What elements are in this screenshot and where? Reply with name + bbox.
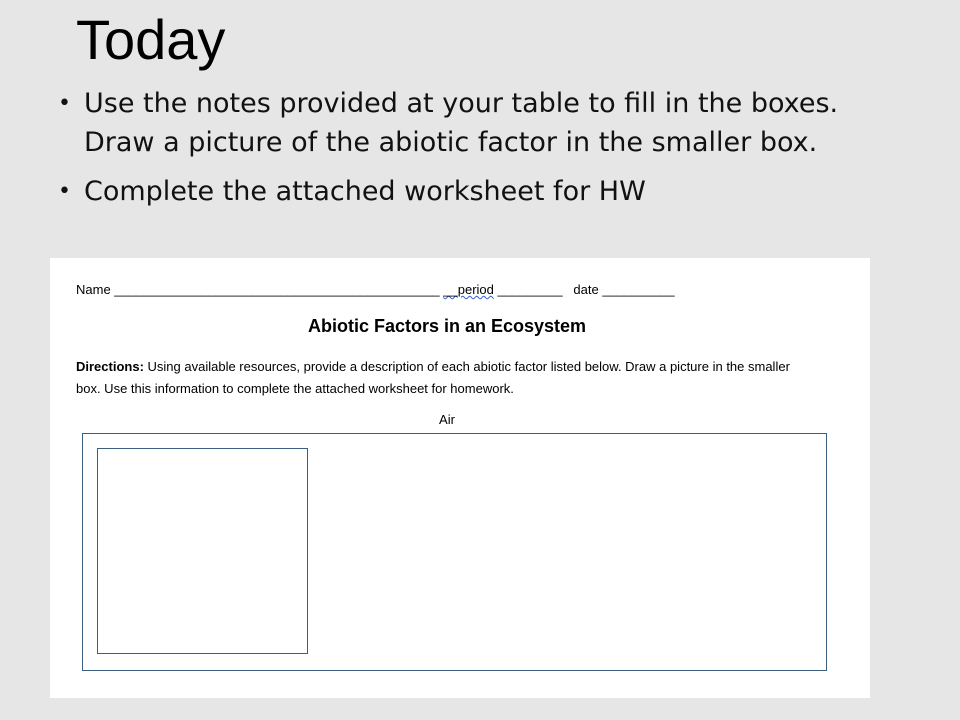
worksheet-title: Abiotic Factors in an Ecosystem [307, 316, 587, 336]
name-blank: _____________________________________________ [110, 282, 440, 297]
bullet-item [58, 172, 878, 211]
worksheet-image [50, 258, 870, 698]
bullet-icon: • [58, 91, 71, 116]
directions-label: Directions: [76, 359, 144, 374]
name-label: Name [76, 282, 111, 297]
directions [76, 356, 816, 400]
name-period-date-line [76, 282, 675, 297]
bullet-icon: • [58, 179, 71, 204]
bullet-text: Use the notes provided at your table to fill in the boxes. Draw a picture of the abiotic factor in the smaller box. [84, 88, 839, 158]
date-label: date [562, 282, 599, 297]
picture-box [97, 448, 308, 654]
bullet-item [58, 84, 878, 162]
box-label: Air [439, 412, 455, 427]
date-blank: __________ [598, 282, 675, 297]
bullet-text: Complete the attached worksheet for HW [84, 176, 646, 207]
slide-title: Today [76, 8, 226, 71]
period-blank: _________ [493, 282, 563, 297]
bullet-list [58, 84, 878, 211]
directions-text: Using available resources, provide a description of each abiotic factor listed below. Draw a picture in the smaller box. Use this information to complete the attached worksheet for homework. [76, 359, 790, 396]
period-label: __period [443, 282, 494, 297]
